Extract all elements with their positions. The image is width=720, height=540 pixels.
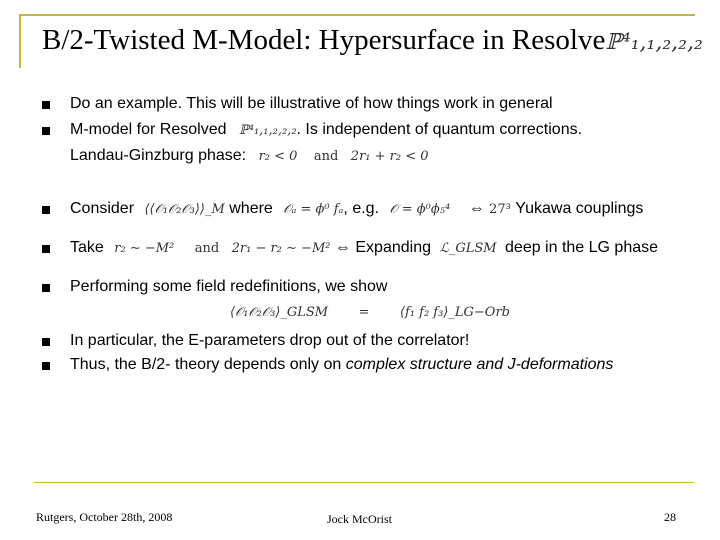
bullet-text: Do an example. This will be illustrative of how things work in general bbox=[70, 95, 553, 112]
bullet-text: M-model for Resolved ℙ⁴₁,₁,₂,₂,₂. Is independent of quantum corrections. bbox=[70, 121, 583, 138]
correlator-equation bbox=[230, 303, 510, 321]
math-lagrangian: ℒ_GLSM bbox=[439, 241, 497, 256]
slide-title bbox=[42, 24, 703, 57]
bullet-marker bbox=[42, 284, 50, 292]
bullet-marker bbox=[42, 101, 50, 109]
math-r2-scaling: r₂ ∼ −M² bbox=[114, 241, 175, 256]
emphasis-text: complex structure and J-deformations bbox=[345, 356, 614, 373]
bullet-marker bbox=[42, 362, 50, 370]
bullet-marker bbox=[42, 245, 50, 253]
footer-rule bbox=[34, 482, 694, 483]
math-equals: = bbox=[358, 305, 370, 320]
title-math: ℙ⁴₁,₁,₂,₂,₂ bbox=[605, 30, 703, 55]
math-correlator: ⟨⟨𝒪₁𝒪₂𝒪₃⟩⟩_M bbox=[144, 202, 225, 217]
bullet-marker bbox=[42, 127, 50, 135]
footer-author: Jock McOrist bbox=[327, 512, 392, 526]
bullet-text: In particular, the E-parameters drop out of the correlator! bbox=[70, 332, 470, 349]
math-projective-space: ℙ⁴₁,₁,₂,₂,₂ bbox=[238, 123, 297, 138]
bullet-text-continued: Landau-Ginzburg phase: r₂ < 0 and 2r₁ + r₂ < 0 bbox=[70, 147, 429, 164]
math-and: and bbox=[194, 241, 220, 256]
math-operator: 𝒪ₐ = ϕ⁰ fₐ bbox=[283, 202, 344, 217]
bullet-text: Consider ⟨⟨𝒪₁𝒪₂𝒪₃⟩⟩_M where 𝒪ₐ = ϕ⁰ fₐ, e.g. 𝒪 = ϕ⁰ϕ₅⁴ ⇔ 27³ Yukawa couplings bbox=[70, 200, 644, 217]
footer-venue-date: Rutgers, October 28th, 2008 bbox=[36, 510, 173, 524]
bullet-text: Take r₂ ∼ −M² and 2r₁ − r₂ ∼ −M² ⇔ Expanding ℒ_GLSM deep in the LG phase bbox=[70, 239, 659, 256]
math-27-cubed: 27³ bbox=[489, 202, 511, 217]
bullet-text: Performing some field redefinitions, we show bbox=[70, 278, 388, 295]
math-equation-rhs: ⟨f₁ f₂ f₃⟩_LG−Orb bbox=[399, 305, 510, 320]
math-lg-condition-1: r₂ < 0 bbox=[258, 149, 298, 164]
footer-page-number: 28 bbox=[664, 510, 676, 524]
math-equation-lhs: ⟨𝒪₁𝒪₂𝒪₃⟩_GLSM bbox=[230, 305, 329, 320]
equivalence-arrow: ⇔ bbox=[334, 239, 351, 256]
math-r1-scaling: 2r₁ − r₂ ∼ −M² bbox=[231, 241, 331, 256]
math-lg-condition-2: 2r₁ + r₂ < 0 bbox=[350, 149, 429, 164]
slide-title-text: B/2-Twisted M-Model: Hypersurface in Resolve bbox=[42, 24, 606, 56]
math-and: and bbox=[313, 149, 339, 164]
bullet-marker bbox=[42, 206, 50, 214]
bullet-text: Thus, the B/2- theory depends only on complex structure and J-deformations bbox=[70, 356, 614, 373]
bullet-marker bbox=[42, 338, 50, 346]
math-operator-example: 𝒪 = ϕ⁰ϕ₅⁴ bbox=[389, 202, 451, 217]
equivalence-arrow: ⇔ bbox=[468, 200, 485, 217]
